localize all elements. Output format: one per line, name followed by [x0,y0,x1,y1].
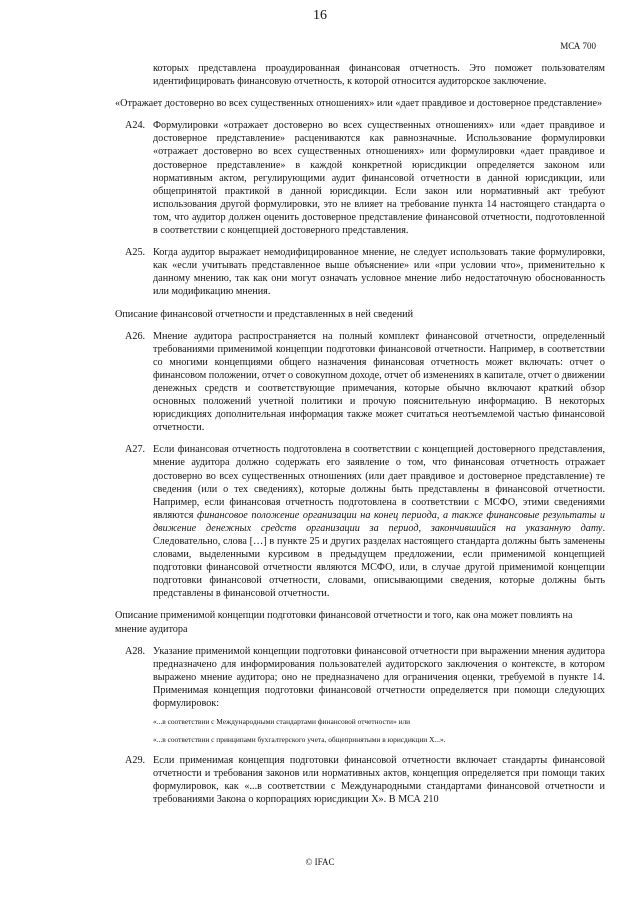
paragraph-a27 [115,443,605,600]
paragraph-text-part2: . Следовательно, слова […] в пункте 25 и других разделах настоящего стандарта должны быть заменены словами, выделенными курсивом в предыдущем предложении, если применимой концепцией подготовки финансовой отчетности являются МСФО, или, в случае другой применимой концепции подготовки финансовой отчетности, словами, описывающими сведения, которые должны быть представлены в финансовой отчетности. [153,522,605,600]
paragraph-text [153,444,605,599]
section-heading-fair-presentation: «Отражает достоверно во всех существенных отношениях» или «дает правдивое и достоверное представление» [115,98,603,110]
section-heading-financial-statements: Описание финансовой отчетности и представленных в ней сведений [115,308,414,320]
paragraph-text-part1: Если финансовая отчетность подготовлена в соответствии с концепцией достоверного представления, мнение аудитора должно содержать его заявление о том, что финансовая отчетность отражает достоверно во всех существенных отношениях (или дает правдивое и достоверное представление) те сведения (или о тех сведениях), которые должны быть представлены в финансовой отчетности. Например, если финансовая отчетность подготовлена в соответствии с МСФО, этими сведениями являются [153,444,605,521]
paragraph-text: Когда аудитор выражает немодифицированное мнение, не следует использовать такие формулировки, как «если учитывать представленное выше объяснение» или «при условии что», применительно к данному мнению, так как они могут означать условное мнение либо недостаточную обоснованность или модификацию мнения. [153,247,605,298]
quote-ifrs: «...в соответствии с Международными стандартами финансовой отчетности» или [153,717,411,727]
copyright-footer: © IFAC [305,857,335,867]
quote-gaap: «...в соответствии с принципами бухгалтерского учета, общепринятыми в юрисдикции X...». [153,735,446,745]
paragraph-number: A29. [125,755,146,767]
paragraph-text: Мнение аудитора распространяется на полный комплект финансовой отчетности, определенный требованиями применимой концепции подготовки финансовой отчетности. Например, в соответствии со многими концепциями общего назначения финансовая отчетность может включать: отчет о финансовом положении, отчет о совокупном доходе, отчет об изменениях в капитале, отчет о движении денежных средств и соответствующие примечания, которые обычно включают краткий обзор основных положений учетной политики и прочую пояснительную информацию. В некоторых юрисдикциях дополнительная информация также может считаться неотъемлемой частью финансовой отчетности. [153,330,605,434]
paragraph-text: Указание применимой концепции подготовки финансовой отчетности при выражении мнения аудитора предназначено для информирования пользователей аудиторского заключения о контексте, в котором выражено мнение аудитора; оно не предназначено для ограничения оценки, требуемой в пункте 14. Применимая концепция подготовки финансовой отчетности определяется при помощи следующих формулировок: [153,645,605,710]
paragraph-text: Формулировки «отражает достоверно во всех существенных отношениях» или «дает правдивое и достоверное представление» расцениваются как равнозначные. Использование формулировки «отражает достоверно во всех существенных отношениях» или формулировки «дает правдивое и достоверное представление» в каждой конкретной юрисдикции определяется законом или нормативным актом, регулирующими аудит финансовой отчетности в данной юрисдикции, или общепринятой практикой в данной юрисдикции. Если закон или нормативный акт требуют использования другой формулировки, это не влияет на требование пункта 14 настоящего стандарта о том, что аудитор должен оценить достоверное представление финансовой отчетности, подготовленной в соответствии с концепцией достоверного представления. [153,120,605,237]
paragraph-a25 [115,246,605,298]
paragraph-a28 [115,645,605,710]
paragraph-number: A28. [125,645,146,657]
paragraph-a24 [115,119,605,237]
paragraph-a26 [115,330,605,435]
paragraph-text-italic: финансовое положение организации на конец периода, а также финансовые результаты и движение денежных средств организации за период, закончившийся на указанную дату [153,509,605,534]
intro-paragraph: которых представлена проаудированная финансовая отчетность. Это поможет пользователям идентифицировать финансовую отчетность, к которой относится аудиторское заключение. [153,63,605,88]
section-heading-framework: Описание применимой концепции подготовки финансовой отчетности и того, как она может повлиять на мнение аудитора [115,610,573,635]
page-number: 16 [313,8,327,23]
paragraph-number: A25. [125,247,146,259]
paragraph-text: Если применимая концепция подготовки финансовой отчетности включает стандарты финансовой отчетности и требования законов или нормативных актов, концепция определяется при помощи таких формулировок, как «...в соответствии с Международными стандартами финансовой отчетности и требованиями Закона о корпорациях юрисдикции X». В МСА 210 [153,755,605,806]
standard-code: МСА 700 [560,41,596,51]
quote-block [153,717,605,745]
paragraph-number: A26. [125,330,146,342]
paragraph-number: A24. [125,120,146,132]
page-content [115,62,605,816]
paragraph-a29 [115,754,605,806]
paragraph-number: A27. [125,444,146,456]
